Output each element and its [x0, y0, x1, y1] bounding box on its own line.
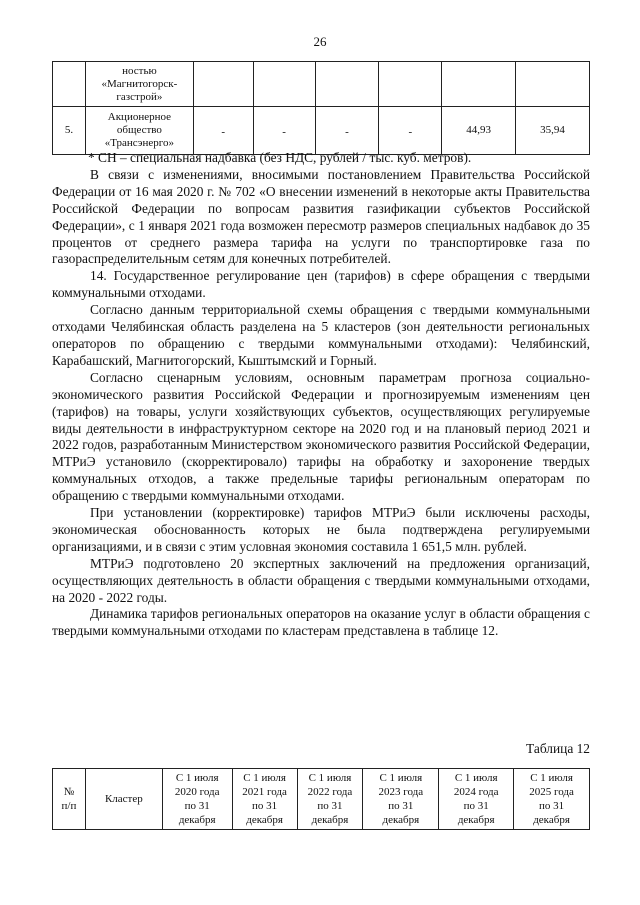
table-row	[53, 107, 590, 155]
header-line: 2023 года	[378, 786, 424, 798]
value-cell: -	[315, 107, 379, 155]
tariff-table-continued	[52, 61, 590, 155]
organization-line: Акционерное	[107, 111, 171, 123]
table-header-row	[53, 769, 590, 830]
header-line: 2020 года	[174, 786, 220, 798]
header-cell	[53, 769, 86, 830]
header-cell	[162, 769, 232, 830]
table-12	[52, 768, 590, 830]
paragraph: В связи с изменениями, вносимыми постановлением Правительства Российской Федерации от 16 мая 2020 г. № 702 «О внесении изменений в некоторые акты Правительства Российской Федерации по вопросам развития газификации субъектов Российской Федерации», с 1 января 2021 года возможен пересмотр размеров специальных надбавок до 35 процентов от среднего размера тарифа на услуги по транспортировке газа по газораспределительным сетям для конечных потребителей.	[52, 166, 590, 267]
header-line: декабря	[457, 814, 495, 826]
value-cell: -	[253, 107, 315, 155]
header-line: по 31	[388, 800, 414, 812]
paragraph: При установлении (корректировке) тарифов МТРиЭ были исключены расходы, экономическая обоснованность которых не была подтверждена регулируемыми организациями, и в связи с этим условная экономия составила 1 651,5 млн. рублей.	[52, 505, 590, 554]
header-line: С 1 июля	[175, 772, 219, 784]
header-line: С 1 июля	[530, 772, 573, 784]
organization-cell	[85, 62, 193, 107]
header-line: 2025 года	[529, 786, 574, 798]
header-line: декабря	[382, 814, 420, 826]
header-line: С 1 июля	[379, 772, 423, 784]
header-line: по 31	[184, 800, 210, 812]
header-line: С 1 июля	[243, 772, 286, 784]
value-cell	[379, 62, 442, 107]
value-cell	[253, 62, 315, 107]
header-line: 2021 года	[242, 786, 287, 798]
value-cell: -	[193, 107, 253, 155]
header-line: по 31	[463, 800, 489, 812]
value-cell	[516, 62, 590, 107]
header-line: по 31	[538, 800, 565, 812]
header-line: декабря	[311, 814, 349, 826]
header-line: 2022 года	[307, 786, 353, 798]
organization-line: «Трансэнерго»	[104, 137, 175, 149]
header-line: Кластер	[104, 793, 143, 805]
header-line: декабря	[533, 814, 570, 826]
header-line: декабря	[178, 814, 216, 826]
value-cell: 44,93	[442, 107, 516, 155]
organization-line: ностью	[122, 64, 157, 77]
header-line: 2024 года	[453, 786, 499, 798]
header-cell	[85, 769, 162, 830]
value-cell	[315, 62, 379, 107]
value-cell: -	[379, 107, 442, 155]
header-cell	[363, 769, 439, 830]
table-row	[53, 62, 590, 107]
page-number: 26	[313, 34, 327, 49]
paragraph: МТРиЭ подготовлено 20 экспертных заключений на предложения организаций, осуществляющих деятельность в области обращения с твердыми коммунальными отходами, на 2020 - 2022 годы.	[52, 555, 590, 605]
paragraph: Согласно сценарным условиям, основным параметрам прогноза социально-экономического развития Российской Федерации и прогнозируемым изменениям цен (тарифов) на товары, услуги хозяйствующих субъектов, осуществляющих регулируемые виды деятельности в инфраструктурном секторе на 2020 год и на плановый период 2021 и 2022 годов, разработанным Министерством экономического развития Российской Федерации, МТРиЭ установило (скорректировало) тарифы на обработку и захоронение твердых коммунальных отходов, а также предельные тарифы региональным операторам по обращению с твердыми коммунальными отходами.	[52, 369, 590, 504]
header-cell	[297, 769, 363, 830]
organization-cell	[85, 107, 193, 155]
header-line: С 1 июля	[454, 772, 498, 784]
row-number-cell	[53, 62, 86, 107]
body-text	[52, 150, 590, 640]
header-line: декабря	[246, 814, 283, 826]
table-caption: Таблица 12	[526, 741, 590, 756]
value-cell	[442, 62, 516, 107]
value-cell	[193, 62, 253, 107]
header-line: п/п	[61, 800, 77, 812]
organization-line: газстрой»	[116, 90, 163, 103]
header-line: по 31	[252, 800, 278, 812]
header-line: по 31	[317, 800, 343, 812]
organization-line: «Магнитогорск-	[101, 77, 178, 90]
row-number-cell: 5.	[53, 107, 86, 155]
header-cell	[514, 769, 590, 830]
paragraph: Динамика тарифов региональных операторов на оказание услуг в области обращения с твердыми коммунальными отходами по кластерам представлена в таблице 12.	[52, 606, 590, 639]
header-cell	[439, 769, 514, 830]
value-cell: 35,94	[516, 107, 590, 155]
header-line: С 1 июля	[308, 772, 352, 784]
paragraph: Согласно данным территориальной схемы обращения с твердыми коммунальными отходами Челябинская область разделена на 5 кластеров (зон деятельности региональных операторов по обращению с твердыми коммунальными отходами): Челябинский, Карабашский, Магнитогорский, Кыштымский и Горный.	[52, 302, 590, 368]
header-line: №	[63, 786, 75, 798]
section-heading: 14. Государственное регулирование цен (тарифов) в сфере обращения с твердыми коммунальными отходами.	[52, 268, 590, 301]
footnote: * СН – специальная надбавка (без НДС, рублей / тыс. куб. метров).	[88, 150, 472, 165]
organization-line: общество	[116, 124, 162, 136]
header-cell	[232, 769, 297, 830]
